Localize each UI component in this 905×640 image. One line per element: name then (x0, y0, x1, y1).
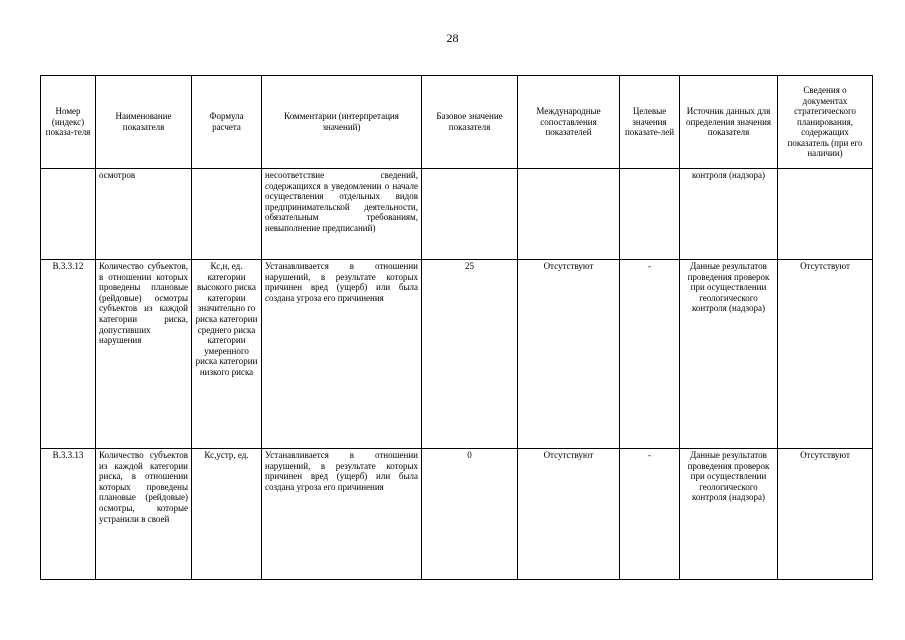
header-index: Номер (индекс) показа-теля (41, 76, 96, 169)
cell-comment: Устанавливается в отношении нарушений, в результате которых причинен вред (ущерб) или была создана угроза его причинения (262, 260, 422, 449)
cell-comment: Устанавливается в отношении нарушений, в результате которых причинен вред (ущерб) или была создана угроза его причинения (262, 449, 422, 580)
cell-international: Отсутствуют (518, 260, 620, 449)
indicators-table (40, 75, 873, 580)
cell-comment: несоответствие сведений, содержащихся в уведомлении о начале осуществления отдельных видов предпринимательской деятельности, обязательным требованиям, невыполнение предписаний) (262, 169, 422, 260)
cell-base: 0 (422, 449, 518, 580)
cell-international: Отсутствуют (518, 449, 620, 580)
cell-documents: Отсутствуют (778, 260, 873, 449)
table-row (41, 169, 873, 260)
header-source: Источник данных для определения значения показателя (680, 76, 778, 169)
cell-source: Данные результатов проведения проверок при осуществлении геологического контроля (надзора) (680, 449, 778, 580)
cell-formula: Кс,устр, ед. (192, 449, 262, 580)
header-comment: Комментарии (интерпретация значений) (262, 76, 422, 169)
cell-target: - (620, 260, 680, 449)
cell-base: 25 (422, 260, 518, 449)
cell-international (518, 169, 620, 260)
cell-index: В.3.3.13 (41, 449, 96, 580)
cell-documents (778, 169, 873, 260)
page-number: 28 (446, 31, 459, 45)
header-international: Международные сопоставления показателей (518, 76, 620, 169)
cell-index (41, 169, 96, 260)
header-name: Наименование показателя (96, 76, 192, 169)
cell-formula (192, 169, 262, 260)
header-formula: Формула расчета (192, 76, 262, 169)
table-row (41, 449, 873, 580)
cell-source: Данные результатов проведения проверок при осуществлении геологического контроля (надзора) (680, 260, 778, 449)
cell-target (620, 169, 680, 260)
cell-name: осмотров (96, 169, 192, 260)
cell-index: В.3.3.12 (41, 260, 96, 449)
header-row (41, 76, 873, 169)
cell-name: Количество субъектов из каждой категории риска, в отношении которых проведены плановые (рейдовые) осмотры, которые устранили в своей (96, 449, 192, 580)
table-row (41, 260, 873, 449)
cell-base (422, 169, 518, 260)
header-documents: Сведения о документах стратегического планирования, содержащих показатель (при его наличии) (778, 76, 873, 169)
cell-target: - (620, 449, 680, 580)
cell-formula: Кс,н, ед. категории высокого риска категории значительно го риска категории среднего риска категории умеренного риска категории низкого риска (192, 260, 262, 449)
header-target: Целевые значения показате-лей (620, 76, 680, 169)
header-base: Базовое значение показателя (422, 76, 518, 169)
cell-name: Количество субъектов, в отношении которых проведены плановые (рейдовые) осмотры субъектов из каждой категории риска, допустивших нарушения (96, 260, 192, 449)
cell-documents: Отсутствуют (778, 449, 873, 580)
cell-source: контроля (надзора) (680, 169, 778, 260)
